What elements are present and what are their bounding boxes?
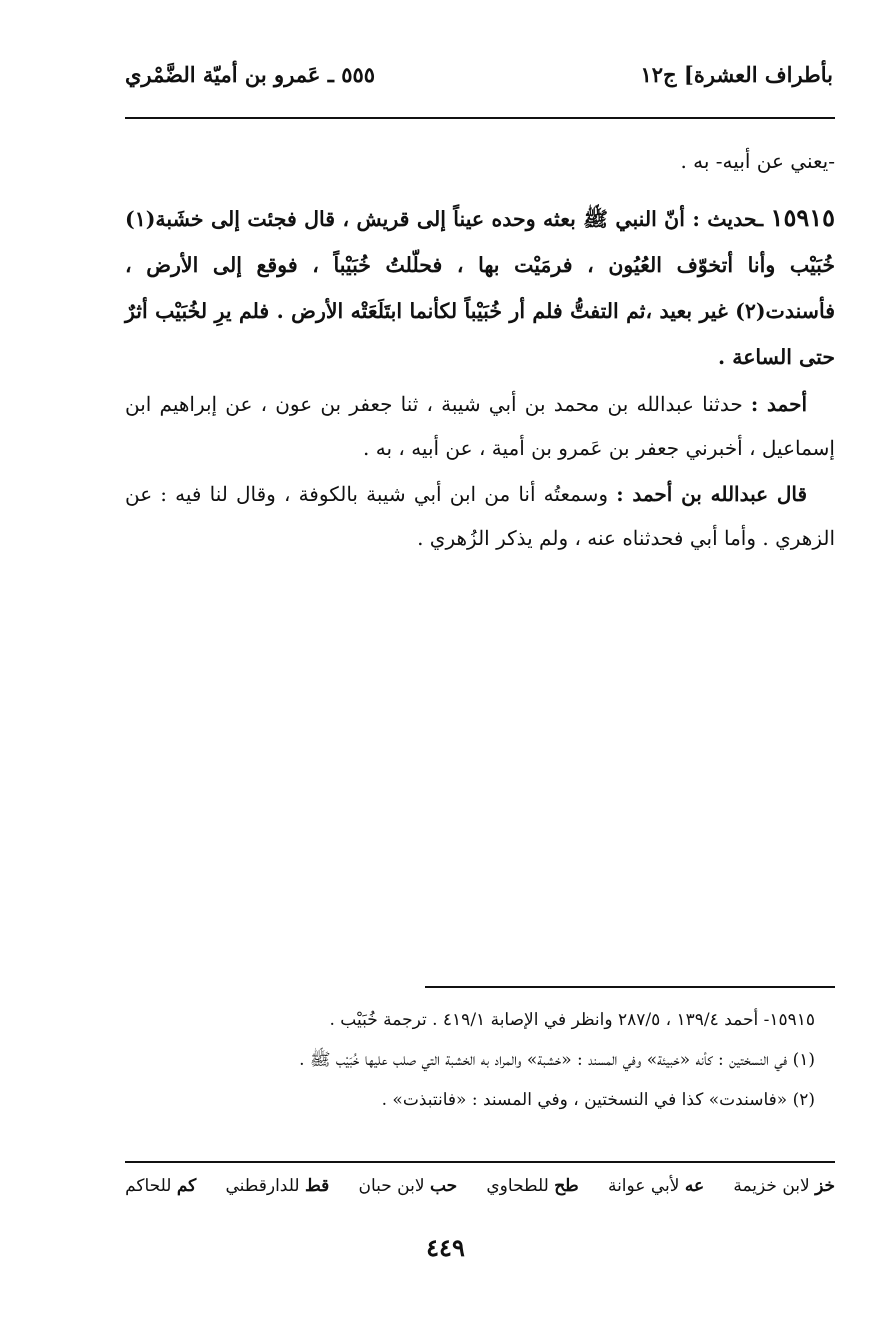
header-entry-title: ٥٥٥ ـ عَمرو بن أميّة الضَّمْري [125, 62, 376, 87]
footnote-rule [425, 986, 835, 988]
hadith-text: ـحديث : أنّ النبي ﷺ بعثه وحده عيناً إلى قريش ، قال فجئت إلى خشَبة(١) خُبَيْب وأنا أتخوّف العُيُون ، فرمَيْت بها ، فحلّلتُ خُبَيْباً ، فوقع إلى الأرض ، فأسندت(٢) غير بعيد ،ثم التفتُّ فلم أر خُبَيْباً لكأنما ابتَلَعَتْه الأرض . فلم يرِ لخُبَيْب أثرٌ حتى الساعة . [125, 207, 835, 369]
sigla-item: قط للدارقطني [225, 1176, 330, 1196]
hadith-paragraph [125, 195, 835, 380]
sigla-item: عه لأبي عوانة [607, 1176, 705, 1196]
main-text [125, 140, 835, 560]
source-1-label: أحمد : [750, 392, 808, 416]
source-paragraph-2 [125, 472, 835, 560]
source-1-text: حدثنا عبدالله بن محمد بن أبي شيبة ، ثنا جعفر بن عون ، عن إبراهيم ابن إسماعيل ، أخبرني جعفر بن عَمرو بن أمية ، عن أبيه ، به . [125, 392, 835, 460]
sigla-key [125, 1176, 835, 1196]
sigla-item: حب لابن حبان [358, 1176, 458, 1196]
sigla-item: طح للطحاوي [486, 1176, 579, 1196]
header-rule [125, 117, 835, 119]
footnotes [125, 1000, 835, 1120]
footnote-1: (١) في النسختين : كأنه «خبيئة» وفي المسند : «خشبة» والمراد به الخشبة التي صلب عليها خُبَيْب ﷺ . [299, 1050, 815, 1070]
page-number: ٤٤٩ [426, 1233, 465, 1262]
source-2-text: وسمعتُه أنا من ابن أبي شيبة بالكوفة ، وقال لنا فيه : عن الزهري . وأما أبي فحدثناه عنه ، ولم يذكر الزُهري . [125, 482, 835, 550]
footnote-2: (٢) «فاسندت» كذا في النسختين ، وفي المسند : «فانتبذت» . [381, 1090, 815, 1110]
header-book-title: بأطراف العشرة] ج١٢ [640, 62, 833, 87]
hadith-number: ١٥٩١٥ [770, 203, 835, 232]
footnote-reference: ١٥٩١٥- أحمد ١٣٩/٤ ، ٢٨٧/٥ وانظر في الإصابة ٤١٩/١ . ترجمة خُبَيْب . [329, 1010, 815, 1030]
sigla-item: كم للحاكم [125, 1176, 197, 1196]
intro-line: -يعني عن أبيه- به . [680, 149, 835, 173]
running-header [125, 62, 833, 102]
sigla-item: خز لابن خزيمة [733, 1176, 835, 1196]
sigla-rule [125, 1161, 835, 1163]
source-2-label: قال عبدالله بن أحمد : [616, 482, 808, 506]
source-paragraph-1 [125, 382, 835, 470]
